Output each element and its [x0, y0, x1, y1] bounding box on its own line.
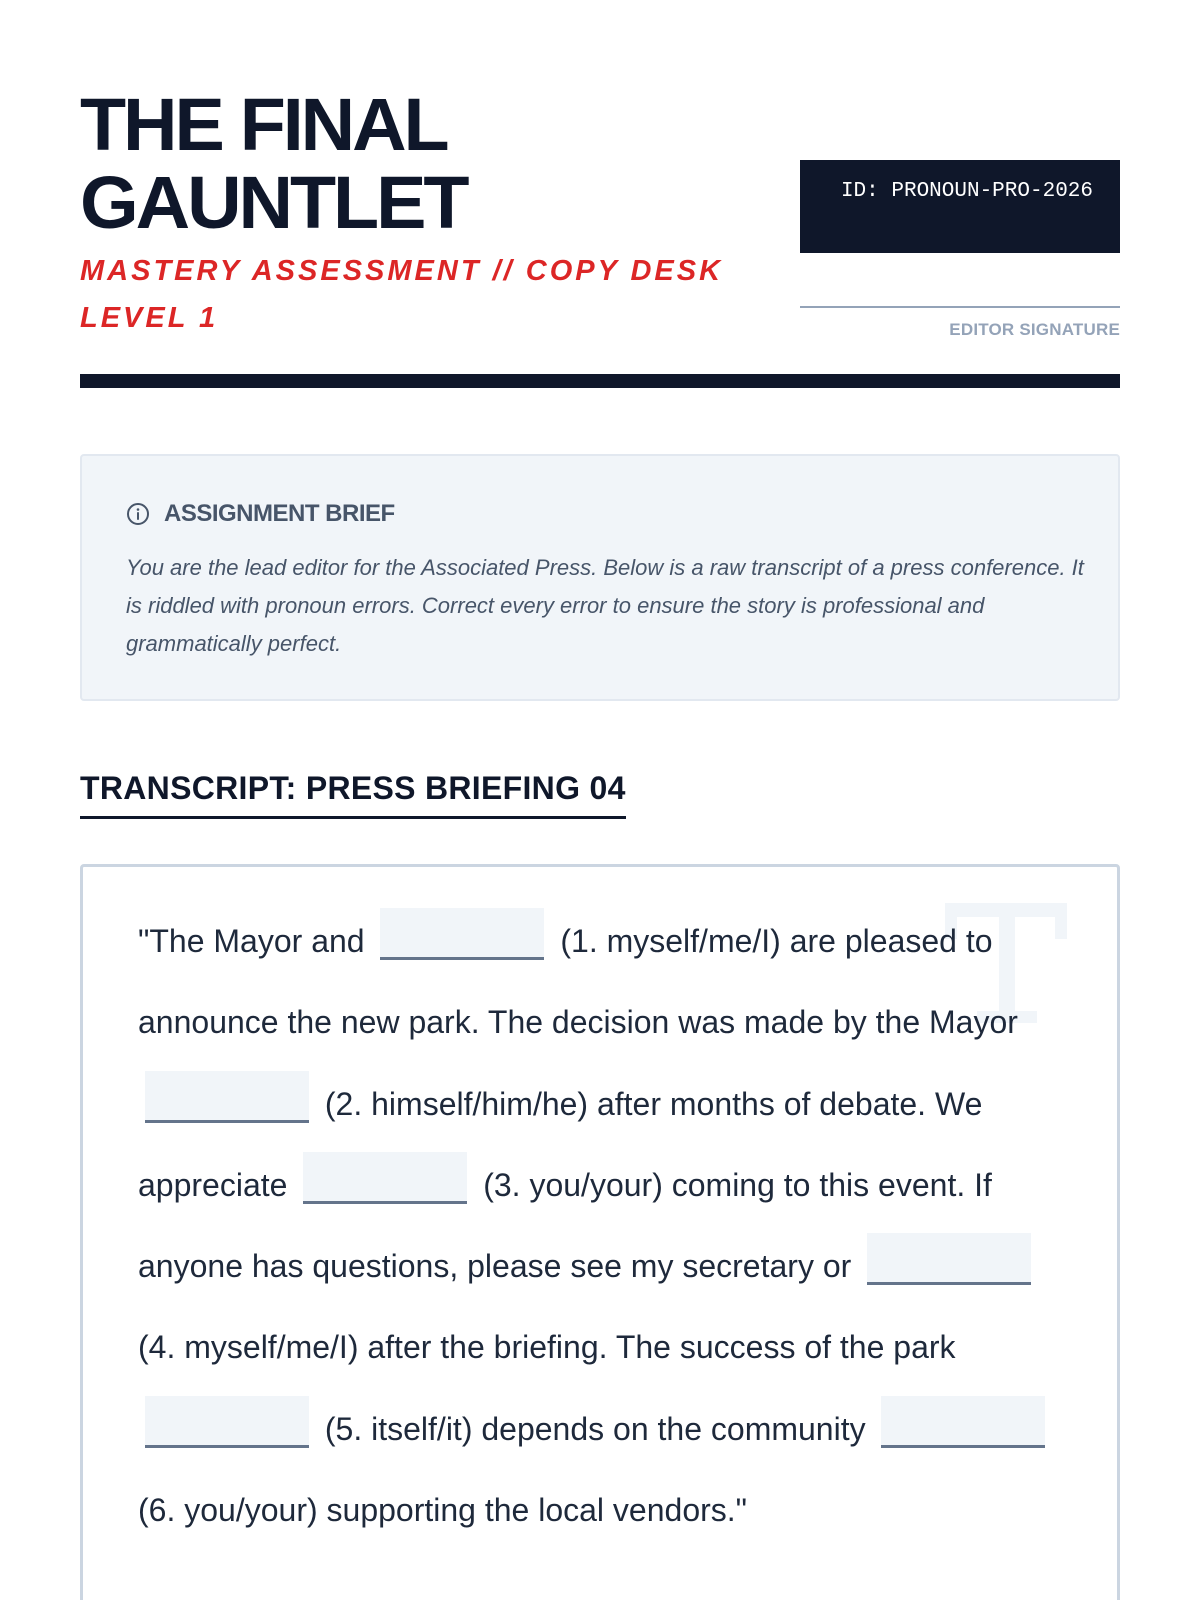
passage-segment: (1. myself/me/I) are pleased to announce the new park. The decision was made by the Mayor — [138, 923, 1018, 1041]
subtitle: MASTERY ASSESSMENT // COPY DESK LEVEL 1 — [80, 255, 724, 334]
signature-line[interactable] — [800, 306, 1120, 308]
answer-blank-5[interactable] — [145, 1396, 309, 1448]
passage-segment: (4. myself/me/I) after the briefing. The success of the park — [138, 1329, 956, 1366]
passage-segment: (3. you/your) coming to this event. If anyone has questions, please see my secretary or — [138, 1166, 992, 1285]
answer-blank-4[interactable] — [867, 1233, 1031, 1285]
title-line-2: GAUNTLET — [80, 161, 467, 244]
answer-blank-3[interactable] — [303, 1152, 467, 1204]
passage-segment: (2. himself/him/he) after months of debate. We appreciate — [138, 1085, 983, 1203]
assignment-brief — [80, 454, 1120, 701]
transcript-heading: TRANSCRIPT: PRESS BRIEFING 04 — [80, 768, 626, 819]
header — [80, 80, 1120, 387]
passage-segment: (6. you/your) supporting the local vendors." — [138, 1492, 748, 1529]
transcript-box — [80, 864, 1120, 1600]
answer-blank-2[interactable] — [145, 1071, 309, 1123]
brief-text: You are the lead editor for the Associated Press. Below is a raw transcript of a press conference. It is riddled with pronoun errors. Correct every error to ensure the story is professional and grammatically perfect. — [126, 555, 1084, 656]
title-line-1: THE FINAL — [80, 83, 447, 166]
id-badge: ID: PRONOUN-PRO-2026 — [800, 160, 1120, 253]
info-icon — [126, 502, 150, 526]
header-divider — [80, 374, 1120, 388]
brief-title: ASSIGNMENT BRIEF — [164, 500, 395, 527]
passage-segment: "The Mayor and — [138, 923, 374, 959]
answer-blank-1[interactable] — [380, 908, 544, 960]
passage-segment: (5. itself/it) depends on the community — [316, 1410, 875, 1447]
signature-label: EDITOR SIGNATURE — [949, 320, 1120, 339]
page-title — [80, 83, 610, 244]
brief-header — [126, 500, 395, 528]
transcript-passage — [138, 901, 1068, 1551]
answer-blank-6[interactable] — [881, 1396, 1045, 1448]
